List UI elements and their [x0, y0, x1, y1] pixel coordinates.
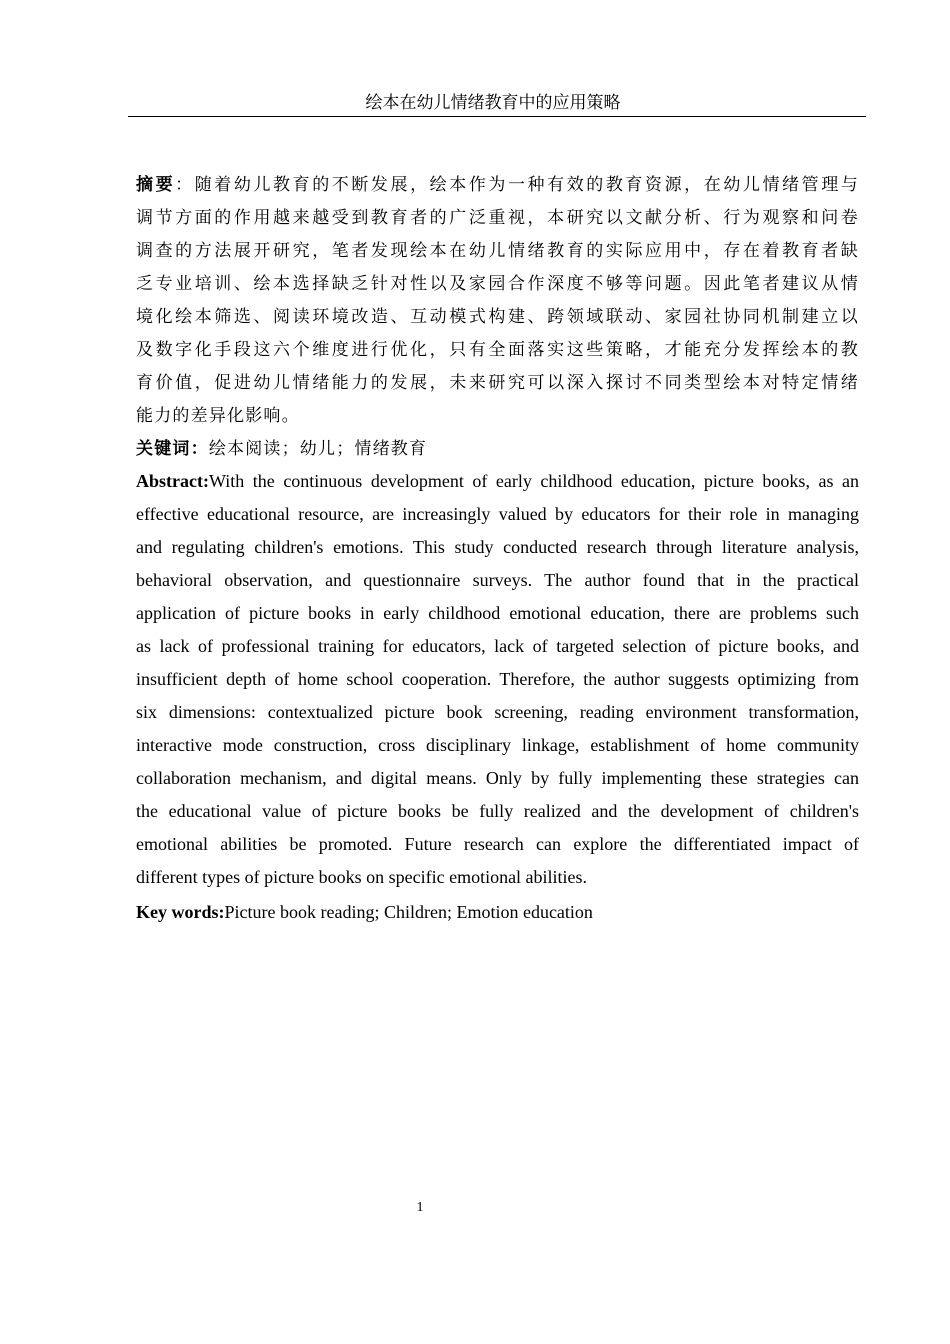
abstract-en-line: six dimensions: contextualized picture book screening, reading environment transformation, — [136, 702, 859, 722]
keywords-cn — [136, 432, 859, 465]
abstract-en-line: collaboration mechanism, and digital means. Only by fully implementing these strategies can — [136, 768, 859, 788]
abstract-cn-line: 调查的方法展开研究，笔者发现绘本在幼儿情绪教育的实际应用中，存在着教育者缺 — [136, 241, 859, 260]
abstract-cn-line: 及数字化手段这六个维度进行优化，只有全面落实这些策略，才能充分发挥绘本的教 — [136, 340, 859, 359]
abstract-en-line — [136, 465, 859, 498]
abstract-en-line: the educational value of picture books be fully realized and the development of children's — [136, 801, 859, 821]
running-header — [128, 90, 866, 117]
keywords-cn-label: 关键词： — [136, 439, 209, 458]
abstract-body — [136, 168, 859, 929]
abstract-en-line: application of picture books in early childhood emotional education, there are problems such — [136, 603, 859, 623]
text: 随着幼儿教育的不断发展，绘本作为一种有效的教育资源，在幼儿情绪管理与 — [194, 175, 859, 194]
abstract-en-line: insufficient depth of home school cooperation. Therefore, the author suggests optimizing from — [136, 669, 859, 689]
keywords-en — [136, 896, 859, 929]
keywords-cn-text: 绘本阅读；幼儿；情绪教育 — [208, 439, 428, 458]
abstract-en-line: behavioral observation, and questionnaire surveys. The author found that in the practical — [136, 570, 859, 590]
page-number: 1 — [416, 1200, 424, 1215]
abstract-cn-line — [136, 168, 859, 201]
abstract-cn-line: 育价值，促进幼儿情绪能力的发展，未来研究可以深入探讨不同类型绘本对特定情绪 — [136, 373, 859, 392]
text: With the continuous development of early childhood education, picture books, as an — [208, 471, 859, 491]
abstract-en-line: different types of picture books on specific emotional abilities. — [136, 867, 588, 887]
header-title: 绘本在幼儿情绪教育中的应用策略 — [365, 93, 621, 112]
abstract-cn-line: 乏专业培训、绘本选择缺乏针对性以及家园合作深度不够等问题。因此笔者建议从情 — [136, 274, 859, 293]
abstract-en-line: effective educational resource, are increasingly valued by educators for their role in managing — [136, 504, 859, 524]
abstract-en-label: Abstract: — [136, 471, 209, 491]
abstract-en-line: and regulating children's emotions. This study conducted research through literature analysis, — [136, 537, 859, 557]
abstract-cn-label: 摘要 — [136, 175, 176, 194]
abstract-en-line: emotional abilities be promoted. Future research can explore the differentiated impact of — [136, 834, 859, 854]
keywords-en-label: Key words: — [136, 902, 225, 922]
abstract-en-line: interactive mode construction, cross disciplinary linkage, establishment of home community — [136, 735, 859, 755]
abstract-cn-line: 调节方面的作用越来越受到教育者的广泛重视，本研究以文献分析、行为观察和问卷 — [136, 208, 859, 227]
keywords-en-text: Picture book reading; Children; Emotion education — [224, 902, 593, 922]
abstract-cn-line: 能力的差异化影响。 — [136, 406, 300, 425]
abstract-en-line: as lack of professional training for educators, lack of targeted selection of picture books, and — [136, 636, 859, 656]
colon: ： — [175, 175, 195, 194]
abstract-cn-line: 境化绘本筛选、阅读环境改造、互动模式构建、跨领域联动、家园社协同机制建立以 — [136, 307, 859, 326]
